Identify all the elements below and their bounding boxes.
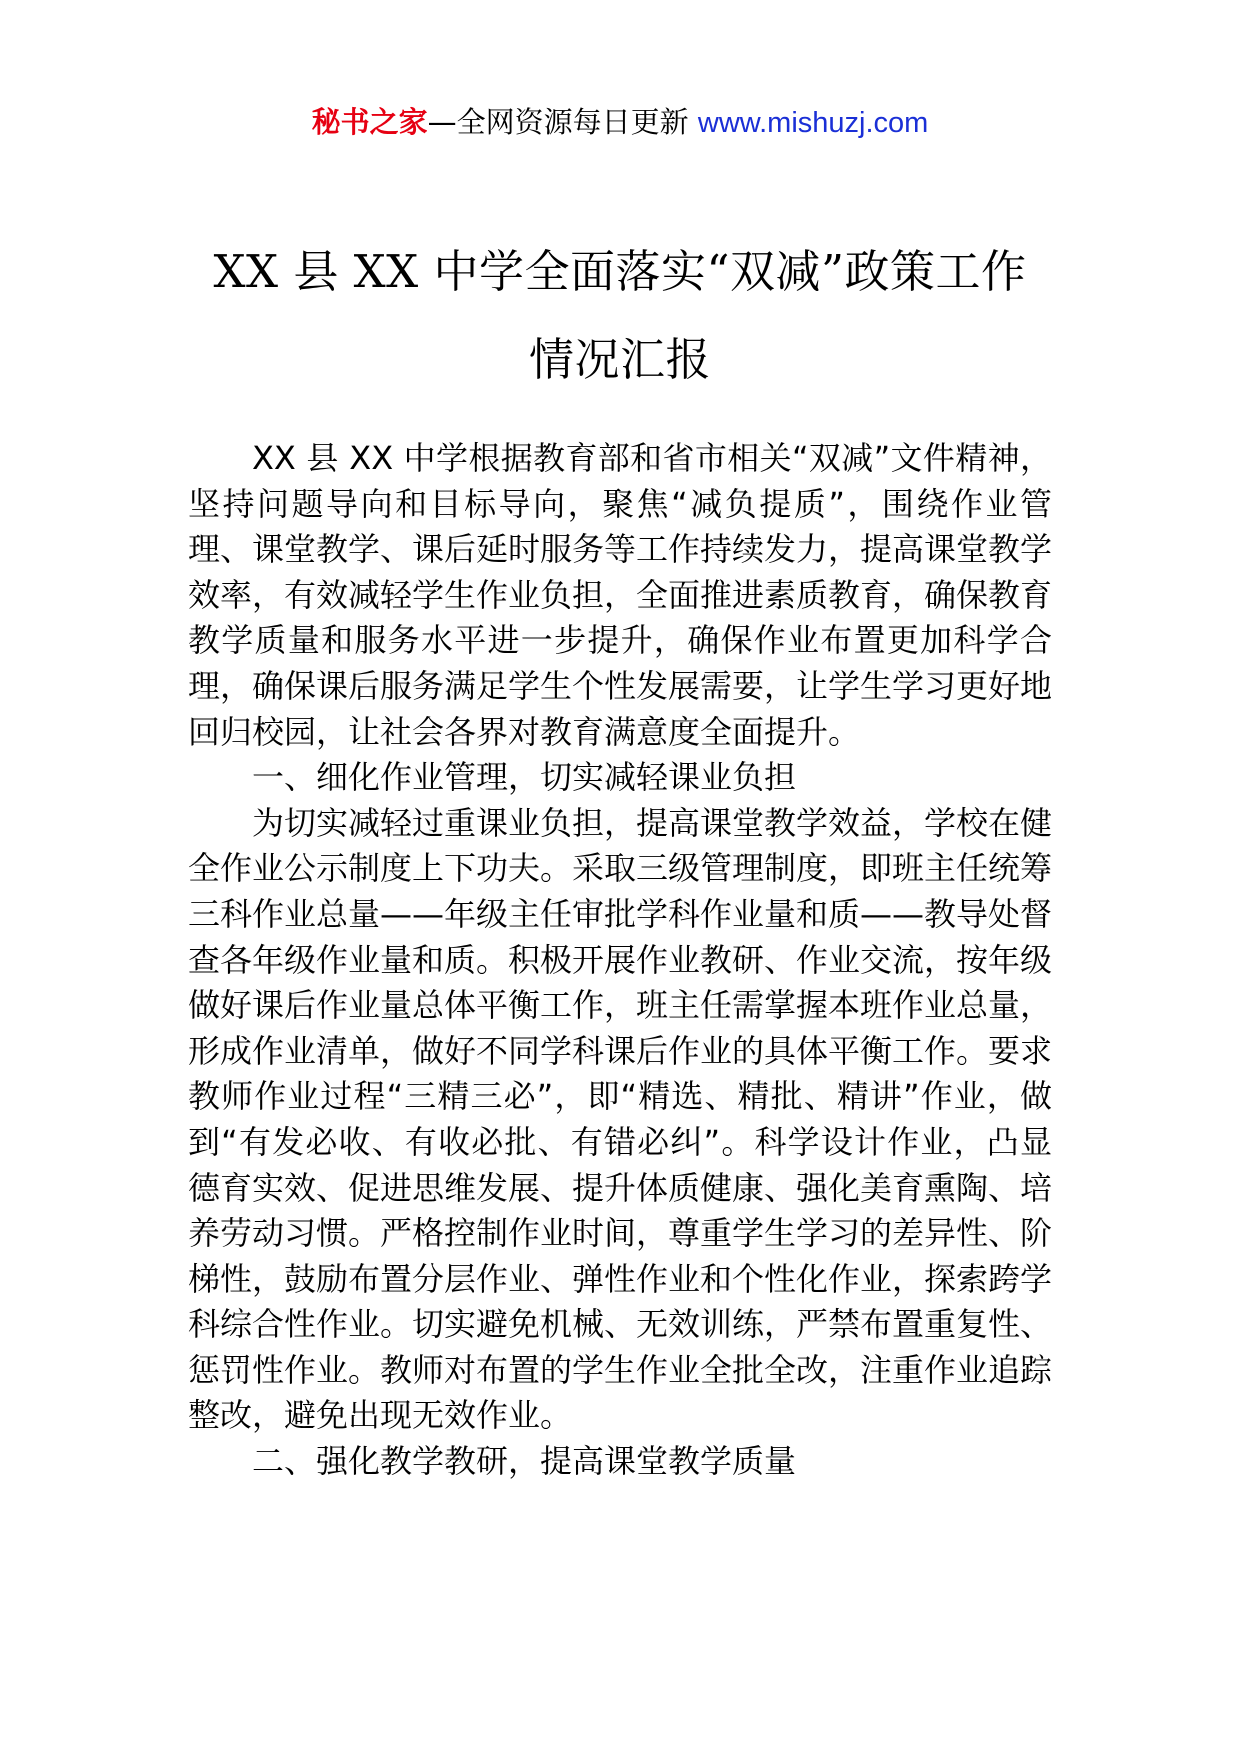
- site-tagline: —全网资源每日更新: [427, 105, 698, 139]
- document-body: [188, 436, 1052, 1485]
- section-heading-2: 二、强化教学教研，提高课堂教学质量: [252, 1442, 797, 1481]
- site-brand: 秘书之家: [311, 105, 428, 139]
- section-1-paragraph: 为切实减轻过重课业负担，提高课堂教学效益，学校在健全作业公示制度上下功夫。采取三级管理制度，即班主任统筹三科作业总量——年级主任审批学科作业量和质——教导处督查各年级作业量和质。积极开展作业教研、作业交流，按年级做好课后作业量总体平衡工作，班主任需掌握本班作业总量，形成作业清单，做好不同学科课后作业的具体平衡工作。要求教师作业过程“三精三必”，即“精选、精批、精讲”作业，做到“有发必收、有收必批、有错必纠”。科学设计作业，凸显德育实效、促进思维发展、提升体质健康、强化美育熏陶、培养劳动习惯。严格控制作业时间，尊重学生学习的差异性、阶梯性，鼓励布置分层作业、弹性作业和个性化作业，探索跨学科综合性作业。切实避免机械、无效训练，严禁布置重复性、惩罚性作业。教师对布置的学生作业全批全改，注重作业追踪整改，避免出现无效作业。: [188, 803, 1053, 1435]
- document-title-line-1: XX 县 XX 中学全面落实“双减”政策工作: [213, 245, 1027, 298]
- document-title: [150, 228, 1090, 404]
- document-title-line-2: 情况汇报: [528, 333, 711, 386]
- intro-paragraph: XX 县 XX 中学根据教育部和省市相关“双减”文件精神，坚持问题导向和目标导向，聚焦“减负提质”，围绕作业管理、课堂教学、课后延时服务等工作持续发力，提高课堂教学效率，有效减轻学生作业负担，全面推进素质教育，确保教育教学质量和服务水平进一步提升，确保作业布置更加科学合理，确保课后服务满足学生个性发展需要，让学生学习更好地回归校园，让社会各界对教育满意度全面提升。: [188, 439, 1053, 751]
- site-url-link[interactable]: www.mishuzj.com: [697, 107, 929, 139]
- site-header: [0, 102, 1240, 143]
- section-heading-1: 一、细化作业管理，切实减轻课业负担: [252, 758, 797, 797]
